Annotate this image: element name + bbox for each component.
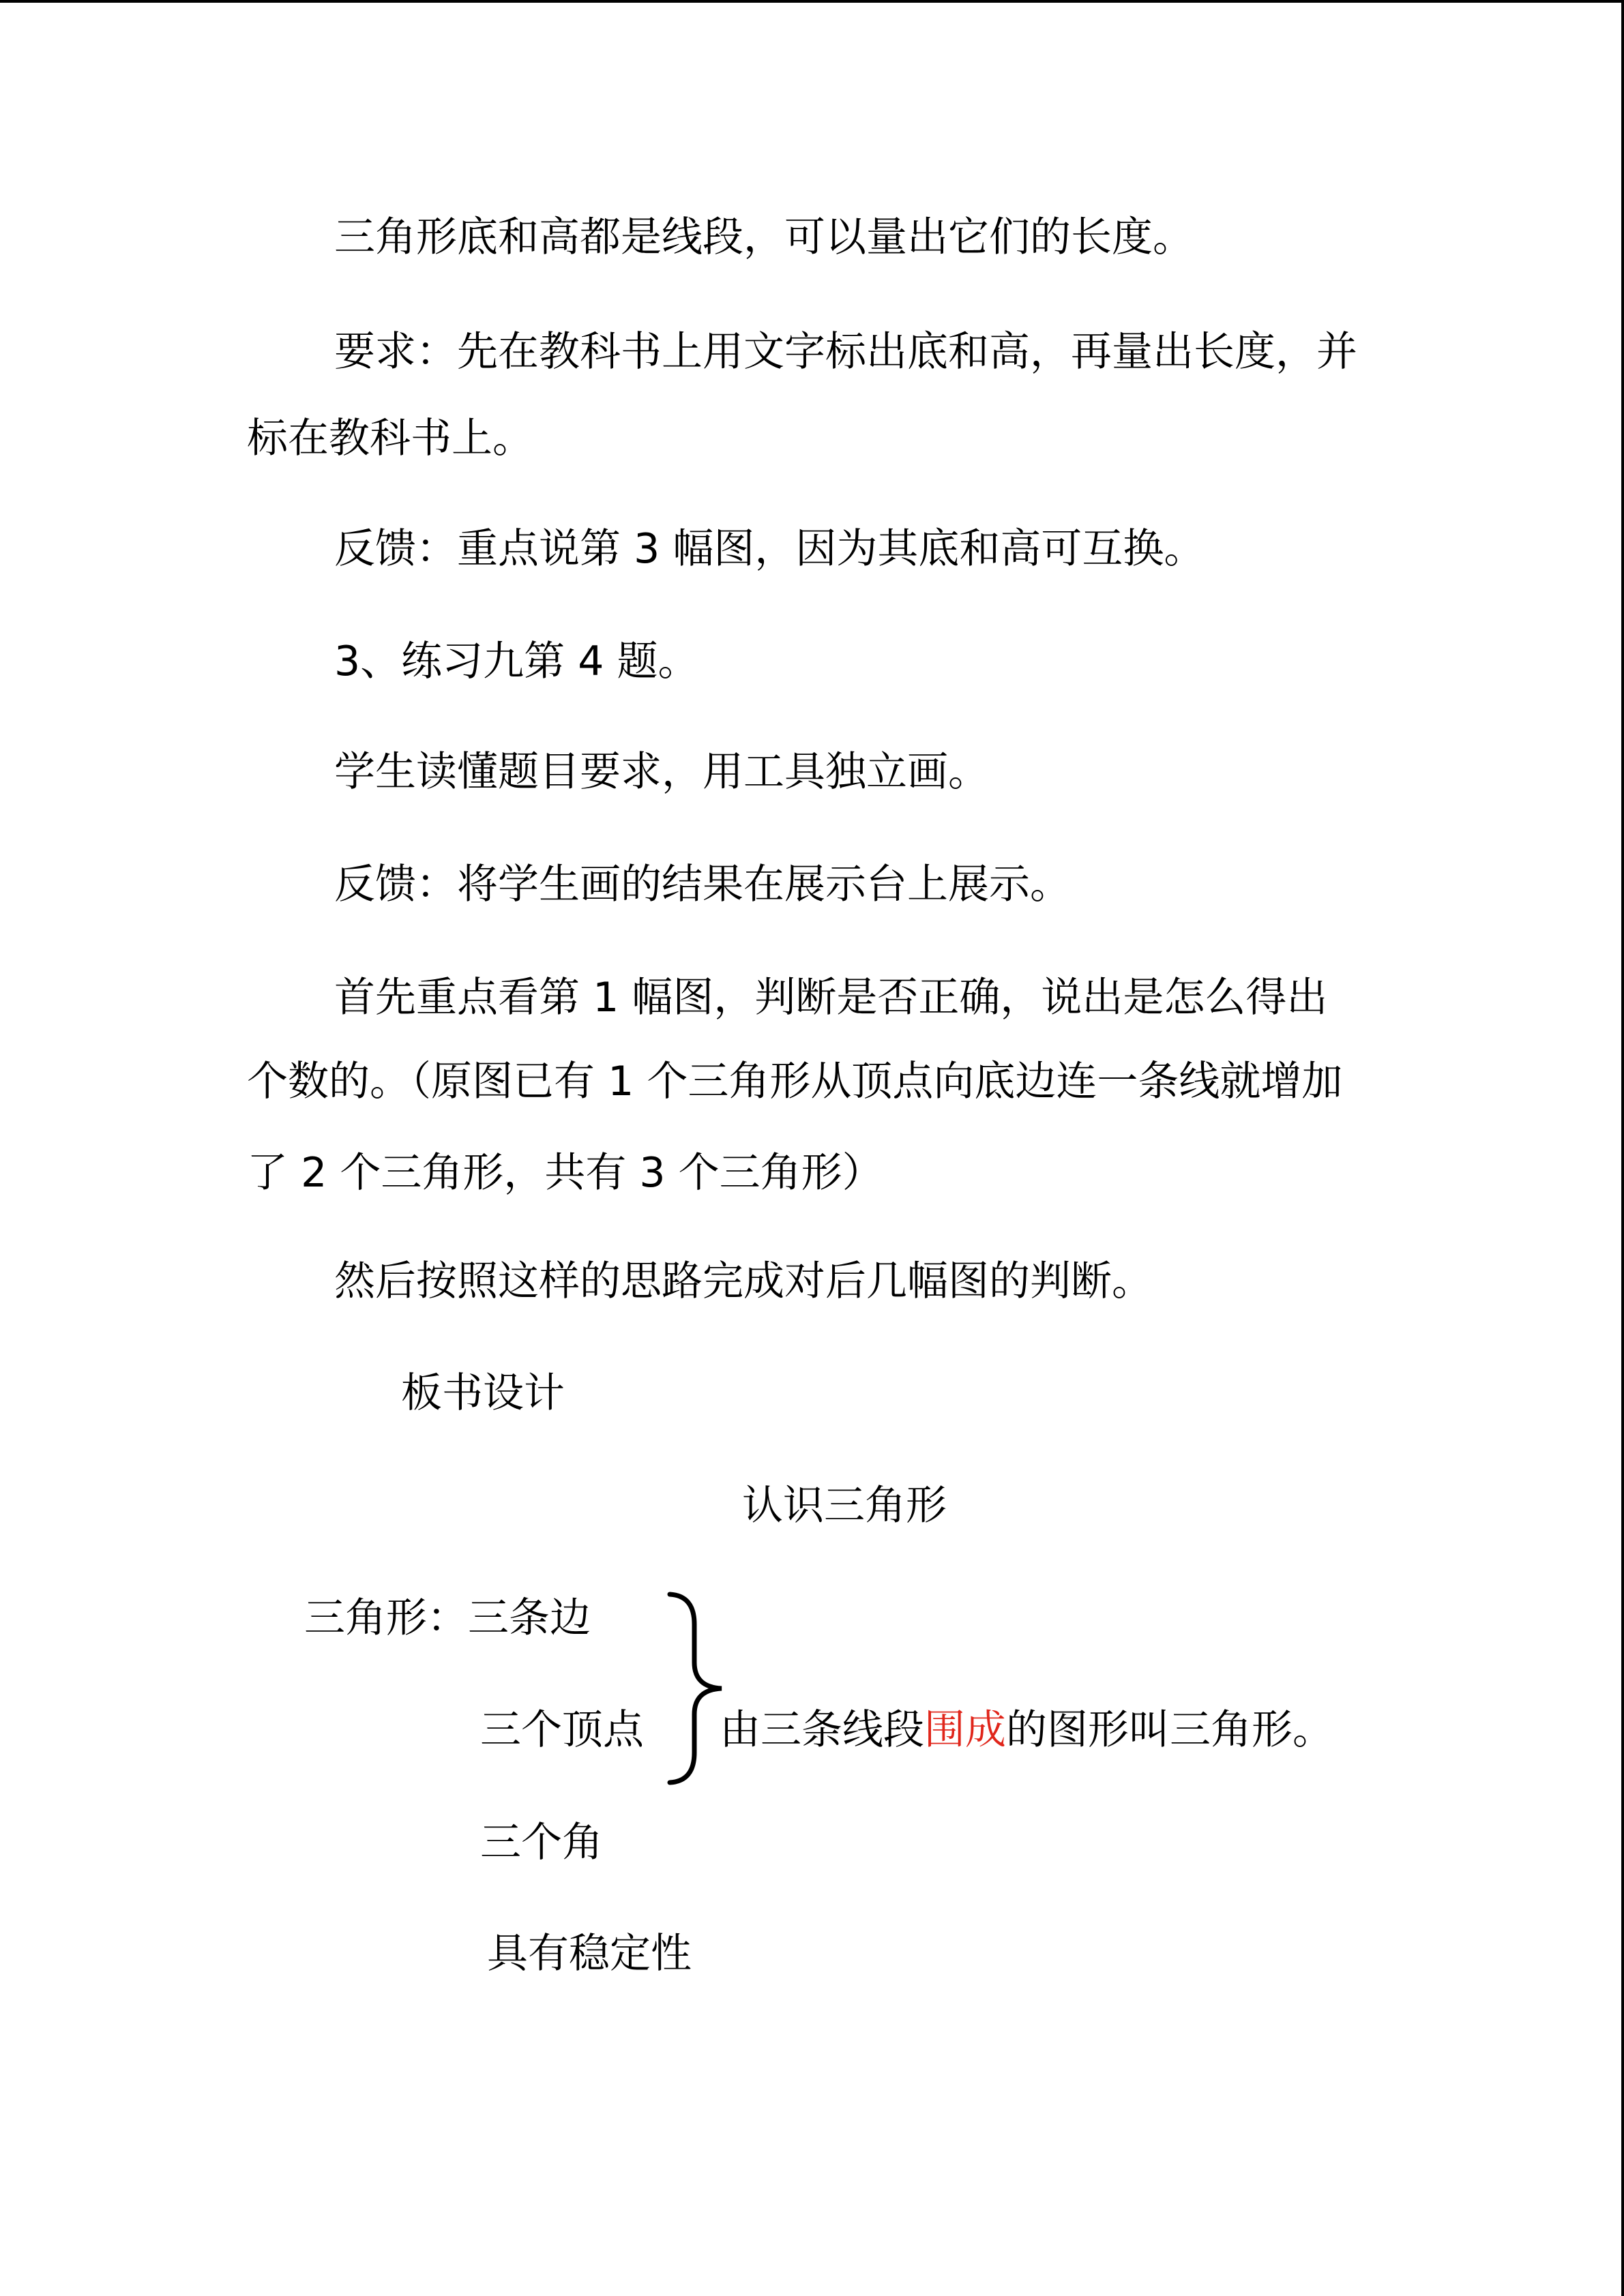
page-top-border	[0, 0, 1624, 3]
triangle-definition	[720, 1703, 1333, 1757]
triangle-sides-label: 三角形：三条边	[304, 1594, 591, 1642]
definition-prefix: 由三条线段	[720, 1706, 924, 1754]
triangle-angles-label: 三个角	[480, 1819, 603, 1866]
paragraph-7: 首先重点看第 1 幅图，判断是否正确，说出是怎么得出	[334, 974, 1328, 1022]
paragraph-3: 反馈：重点说第 3 幅图，因为其底和高可互换。	[334, 525, 1205, 573]
paragraph-6: 反馈：将学生画的结果在展示台上展示。	[334, 861, 1071, 908]
board-design-label: 板书设计	[401, 1369, 565, 1417]
paragraph-7-continued-1: 个数的。（原图已有 1 个三角形从顶点向底边连一条线就增加	[247, 1058, 1343, 1105]
triangle-vertices-label: 三个顶点	[480, 1706, 644, 1754]
paragraph-2: 要求：先在教科书上用文字标出底和高，再量出长度，并	[334, 328, 1357, 376]
definition-highlight: 围成	[924, 1706, 1006, 1754]
paragraph-1: 三角形底和高都是线段，可以量出它们的长度。	[334, 213, 1194, 261]
definition-suffix: 的图形叫三角形。	[1006, 1706, 1333, 1754]
paragraph-2-continued: 标在教科书上。	[247, 415, 533, 462]
paragraph-5: 学生读懂题目要求，用工具独立画。	[334, 748, 989, 796]
triangle-stability-label: 具有稳定性	[487, 1930, 692, 1978]
page-right-border	[1621, 0, 1624, 2296]
paragraph-7-continued-2: 了 2 个三角形，共有 3 个三角形）	[247, 1149, 883, 1197]
paragraph-8: 然后按照这样的思路完成对后几幅图的判断。	[334, 1257, 1153, 1305]
paragraph-4: 3、练习九第 4 题。	[334, 638, 699, 685]
board-title: 认识三角形	[742, 1482, 947, 1530]
